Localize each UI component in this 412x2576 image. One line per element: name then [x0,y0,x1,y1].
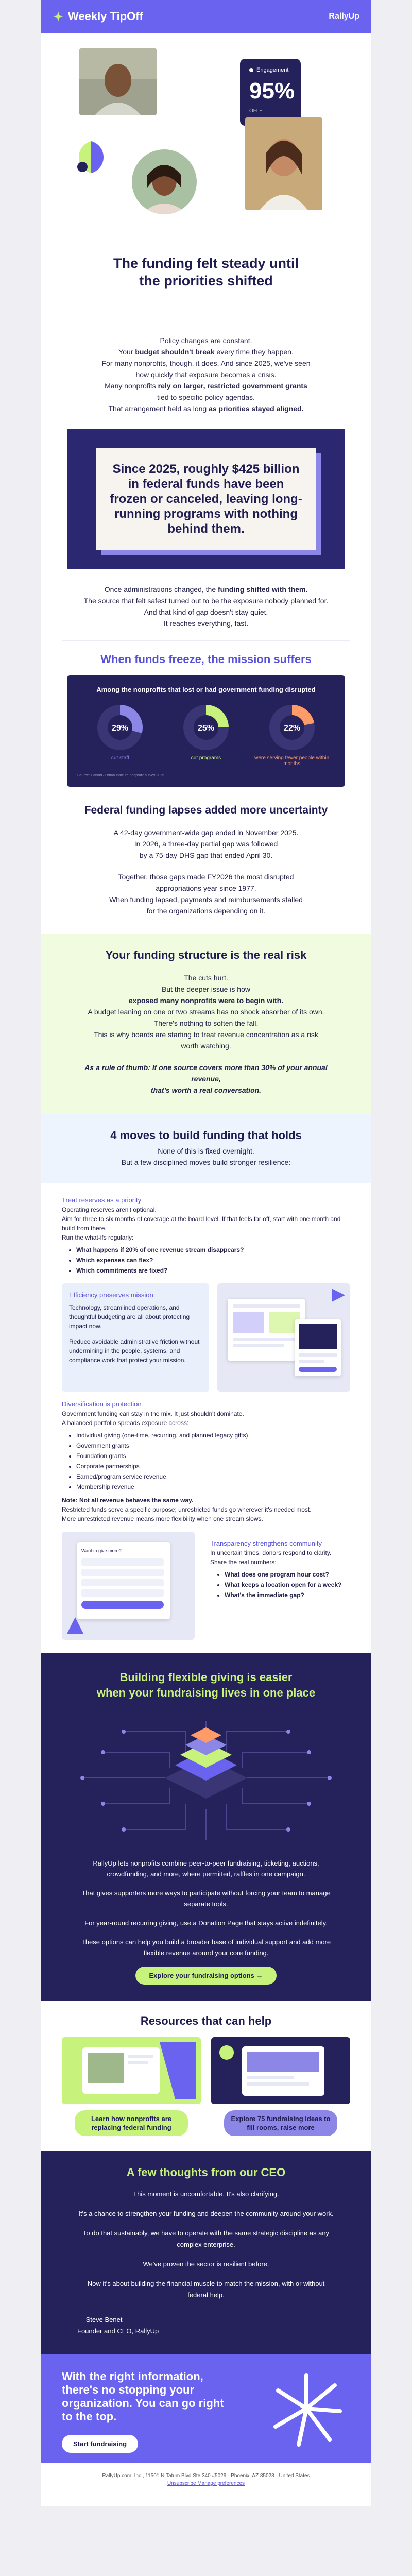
intro-p5a: Many nonprofits [105,382,158,390]
tip4-bullet: What keeps a location open for a week? [225,1581,342,1588]
tip4-bullet: What does one program hour cost? [225,1571,329,1578]
tip2-row [62,1283,350,1392]
intro-p6: tied to specific policy agendas. [157,393,255,401]
lapses-text [41,827,371,934]
intro-p7a: That arrangement held as long [108,404,209,413]
intro-p4: how quickly that exposure becomes a crisis. [135,370,277,379]
tip3-bullet: • Government grants [76,1441,350,1450]
arrow-deco-icon [331,1287,346,1303]
intro-p2a: Your [118,348,135,356]
flex-body [41,1858,371,1958]
tip4-row [62,1532,350,1640]
risk-l8: As a rule of thumb: If one source covers more than 30% of your annual revenue, [84,1063,328,1083]
lapses-p5: appropriations year since 1977. [156,884,256,892]
ceo-p2: It's a chance to strengthen your funding and deepen the community around your work. [78,2210,334,2217]
tip3-title: Diversification is protection [62,1400,142,1408]
moves-sub1: None of this is fixed overnight. [158,1147,254,1155]
tips-section [41,1183,371,1653]
tip1-list [62,1245,350,1275]
resource-image-2 [211,2037,350,2104]
tip1-line: Aim for three to six months of coverage at the board level. If that feels far off, start with one month and build from there. [62,1215,341,1232]
photo-woman-right [245,117,322,210]
mockup-phone [295,1319,341,1376]
ceo-name: — Steve Benet [77,2316,123,2324]
flex-section [41,1653,371,2001]
tip4-list [210,1570,343,1600]
header [41,0,371,33]
risk-l1: The cuts hurt. [184,974,228,982]
tip4-bullet: What's the immediate gap? [225,1591,304,1599]
shift-p4: It reaches everything, fast. [163,619,249,628]
pie-category-label: cut staff [111,755,129,761]
tip1-bullet: Which commitments are fixed? [76,1267,168,1274]
tip2-card [62,1283,209,1392]
risk-l6: This is why boards are starting to treat revenue concentration as a risk [94,1030,318,1039]
ceo-section [41,2151,371,2354]
resource-link-1[interactable]: Learn how nonprofits are replacing federal funding [75,2110,188,2136]
resources-row [62,2037,350,2136]
tip3-line: Government funding can stay in the mix. It just shouldn't dominate. [62,1410,244,1417]
footer-links[interactable]: Unsubscribe Manage preferences [167,2481,245,2486]
intro-text [41,335,371,429]
ceo-p5: Now it's about building the financial muscle to match the mission, with or without federal help. [87,2280,325,2299]
pie-svg [94,702,146,753]
chart-source: Source: Candid / Urban Institute nonprofit survey 2025 [77,774,164,777]
shift-p3: And that kind of gap doesn't stay quiet. [144,608,268,616]
start-fundraising-button[interactable]: Start fundraising [62,2435,138,2453]
flex-heading2: when your fundraising lives in one place [96,1686,316,1699]
ceo-p1: This moment is uncomfortable. It's also clarifying. [133,2190,279,2198]
pie-value-label: 22% [283,724,300,733]
footer-address: RallyUp.com, Inc., 11501 N Tatum Blvd Ste 340 #5029 · Phoenix, AZ 85028 · United States [102,2473,310,2479]
intro-p2c: every time they happen. [214,348,294,356]
intro-p5b: rely on larger, restricted government grants [158,382,307,390]
risk-l3: exposed many nonprofits were to begin with. [128,996,284,1005]
shift-p1 [82,584,330,595]
photo-man [79,48,157,115]
tip3-note1: Note: Not all revenue behaves the same way. [62,1497,194,1504]
lapses-p4: Together, those gaps made FY2026 the most disrupted [118,873,294,881]
shift-p1a: Once administrations changed, the [104,585,218,594]
stat-sub: OFL+ [249,108,263,114]
stat-value: 95% [249,78,295,104]
tip2-title: Efficiency preserves mission [69,1291,153,1299]
quote-panel [67,429,345,569]
pie-chart [81,702,159,767]
moves-sub2: But a few disciplined moves build stronger resilience: [121,1158,291,1166]
risk-l4: A budget leaning on one or two streams has no shock absorber of its own. [88,1008,324,1016]
flex-p4: These options can help you build a broader base of individual support and add more flexible revenue around your core funding. [81,1938,331,1957]
flex-heading [41,1653,371,1701]
tip3-bullet: • Earned/program service revenue [76,1472,350,1481]
risk-l2: But the deeper issue is how [162,985,250,993]
final-heading: With the right information, there's no stopping your organization. You can go right to the top. [62,2370,224,2423]
tip1-title: Treat reserves as a priority [62,1196,142,1204]
lapses-p6: When funding lapsed, payments and reimbursements stalled [109,895,303,904]
shift-text [41,569,371,640]
donation-form [77,1542,170,1619]
tip3-note2: Restricted funds serve a specific purpose; unrestricted funds go wherever it's needed most. [62,1506,312,1513]
risk-heading: Your funding structure is the real risk [105,948,307,961]
dashboard-mockup [217,1283,350,1392]
pie-value-label: 29% [112,724,129,733]
resources-section [41,2001,371,2151]
intro-p7b: as priorities stayed aligned. [209,404,304,413]
pie-category-label: were serving fewer people within months [254,755,330,767]
circuit-illustration [41,1701,371,1855]
flex-p3: For year-round recurring giving, use a Donation Page that stays active indefinitely. [84,1919,328,1927]
hero-title-line1: The funding felt steady until [113,256,299,271]
ceo-p3: To do that sustainably, we have to operate with the same strategic discipline as any complex enterprise. [82,2229,330,2248]
intro-p2b: budget shouldn't break [135,348,215,356]
lapses-p1: A 42-day government-wide gap ended in November 2025. [113,828,299,837]
tip1-line: Operating reserves aren't optional. [62,1206,157,1213]
resources-heading: Resources that can help [140,2014,272,2027]
intro-p2 [88,346,324,358]
decorative-shapes [73,140,109,174]
mockup-question: Want to give more? [81,1548,122,1553]
tip3-note3: More unrestricted revenue means more flexibility when one stream slows. [62,1515,263,1522]
photo-woman-circle [132,149,197,214]
flex-p1: RallyUp lets nonprofits combine peer-to-peer fundraising, ticketing, auctions, crowdfunding, and more, where permitted, raffles in one campaign. [93,1859,319,1878]
risk-l7: worth watching. [181,1042,231,1050]
tip3-bullet: • Corporate partnerships [76,1462,350,1471]
mockup-screen [228,1299,305,1361]
sparkle-icon [53,11,64,22]
chart-title: Among the nonprofits that lost or had government funding disrupted [96,686,316,693]
intro-p3: For many nonprofits, though, it does. And since 2025, we've seen [101,359,311,367]
pie-svg [180,702,232,753]
risk-section [41,934,371,1114]
lapses-heading: Federal funding lapses added more uncertainty [84,804,328,816]
hero-title-line2: the priorities shifted [139,273,273,289]
shift-p2: The source that felt safest turned out to be the exposure nobody planned for. [83,597,329,605]
tip3-bullet: • Foundation grants [76,1451,350,1461]
hero-title [41,255,371,290]
burst-icon [268,2370,345,2447]
lapses-p3: by a 75-day DHS gap that ended April 30. [139,851,273,859]
logo[interactable] [53,10,143,23]
moves-header [41,1114,371,1183]
tip4-body: In uncertain times, donors respond to clarity. Share the real numbers: [210,1549,332,1566]
shift-p1b: funding shifted with them. [218,585,308,594]
dot-icon [249,68,253,72]
lapses-p7: for the organizations depending on it. [146,907,266,915]
resource-link-2[interactable]: Explore 75 fundraising ideas to fill rooms, raise more [224,2110,337,2136]
footer [41,2463,371,2506]
intro-p5 [88,380,324,392]
pie-value-label: 25% [197,724,214,733]
pie-svg [266,702,318,753]
ceo-heading: A few thoughts from our CEO [126,2166,286,2179]
ceo-title: Founder and CEO, RallyUp [77,2327,159,2335]
flex-heading1: Building flexible giving is easier [119,1671,293,1684]
stat-tag: Engagement [256,67,289,73]
resource-image-1 [62,2037,201,2104]
final-cta-section [41,2354,371,2463]
email-container [41,0,371,2506]
risk-l5: There's nothing to soften the fall. [153,1019,259,1027]
intro-p7 [88,403,324,414]
pie-chart [253,702,331,767]
engagement-card [240,59,301,126]
hero [41,33,371,335]
tip2-body1: Technology, streamlined operations, and thoughtful budgeting are all about protecting impact now. [69,1304,190,1330]
pie-chart-panel [67,675,345,787]
ceo-signature [77,2314,335,2337]
tip1-line: Run the what-ifs regularly: [62,1234,134,1241]
tip3-bullet: • Membership revenue [76,1482,350,1492]
triangle-deco-icon [66,1616,84,1635]
tip1-bullet: Which expenses can flex? [76,1257,153,1264]
tip4-card [203,1532,350,1640]
tip2-body2: Reduce avoidable administrative friction without undermining in the people, systems, and compliance work that protect your mission. [69,1338,200,1364]
brand-name[interactable]: RallyUp [329,12,359,21]
pie-row [77,702,335,767]
pie-chart [167,702,245,767]
risk-l9: that's worth a real conversation. [150,1086,262,1094]
explore-options-button[interactable]: Explore your fundraising options → [135,1967,276,1985]
pie-category-label: cut programs [191,755,221,761]
lapses-p2: In 2026, a three-day partial gap was followed [134,840,278,848]
freeze-heading: When funds freeze, the mission suffers [100,653,312,666]
logo-text: Weekly TipOff [68,10,143,23]
intro-p1: Policy changes are constant. [160,336,252,345]
tip3-bullet: • Individual giving (one-time, recurring, and planned legacy gifts) [76,1431,350,1440]
ceo-p4: We've proven the sector is resilient before. [143,2260,269,2268]
tip3-line: A balanced portfolio spreads exposure across: [62,1419,189,1427]
donation-mockup [62,1532,195,1640]
tip3-list [62,1431,350,1492]
moves-heading: 4 moves to build funding that holds [110,1129,302,1142]
quote-text: Since 2025, roughly $425 billion in federal funds have been frozen or canceled, leaving long-running programs with nothing behind them. [96,448,316,550]
resource-card-1[interactable] [62,2037,201,2136]
resource-card-2[interactable] [211,2037,350,2136]
tip1-bullet: What happens if 20% of one revenue stream disappears? [76,1246,244,1253]
flex-p2: That gives supporters more ways to participate without forcing your team to manage separate tools. [81,1889,331,1908]
tip4-title: Transparency strengthens community [210,1539,322,1547]
